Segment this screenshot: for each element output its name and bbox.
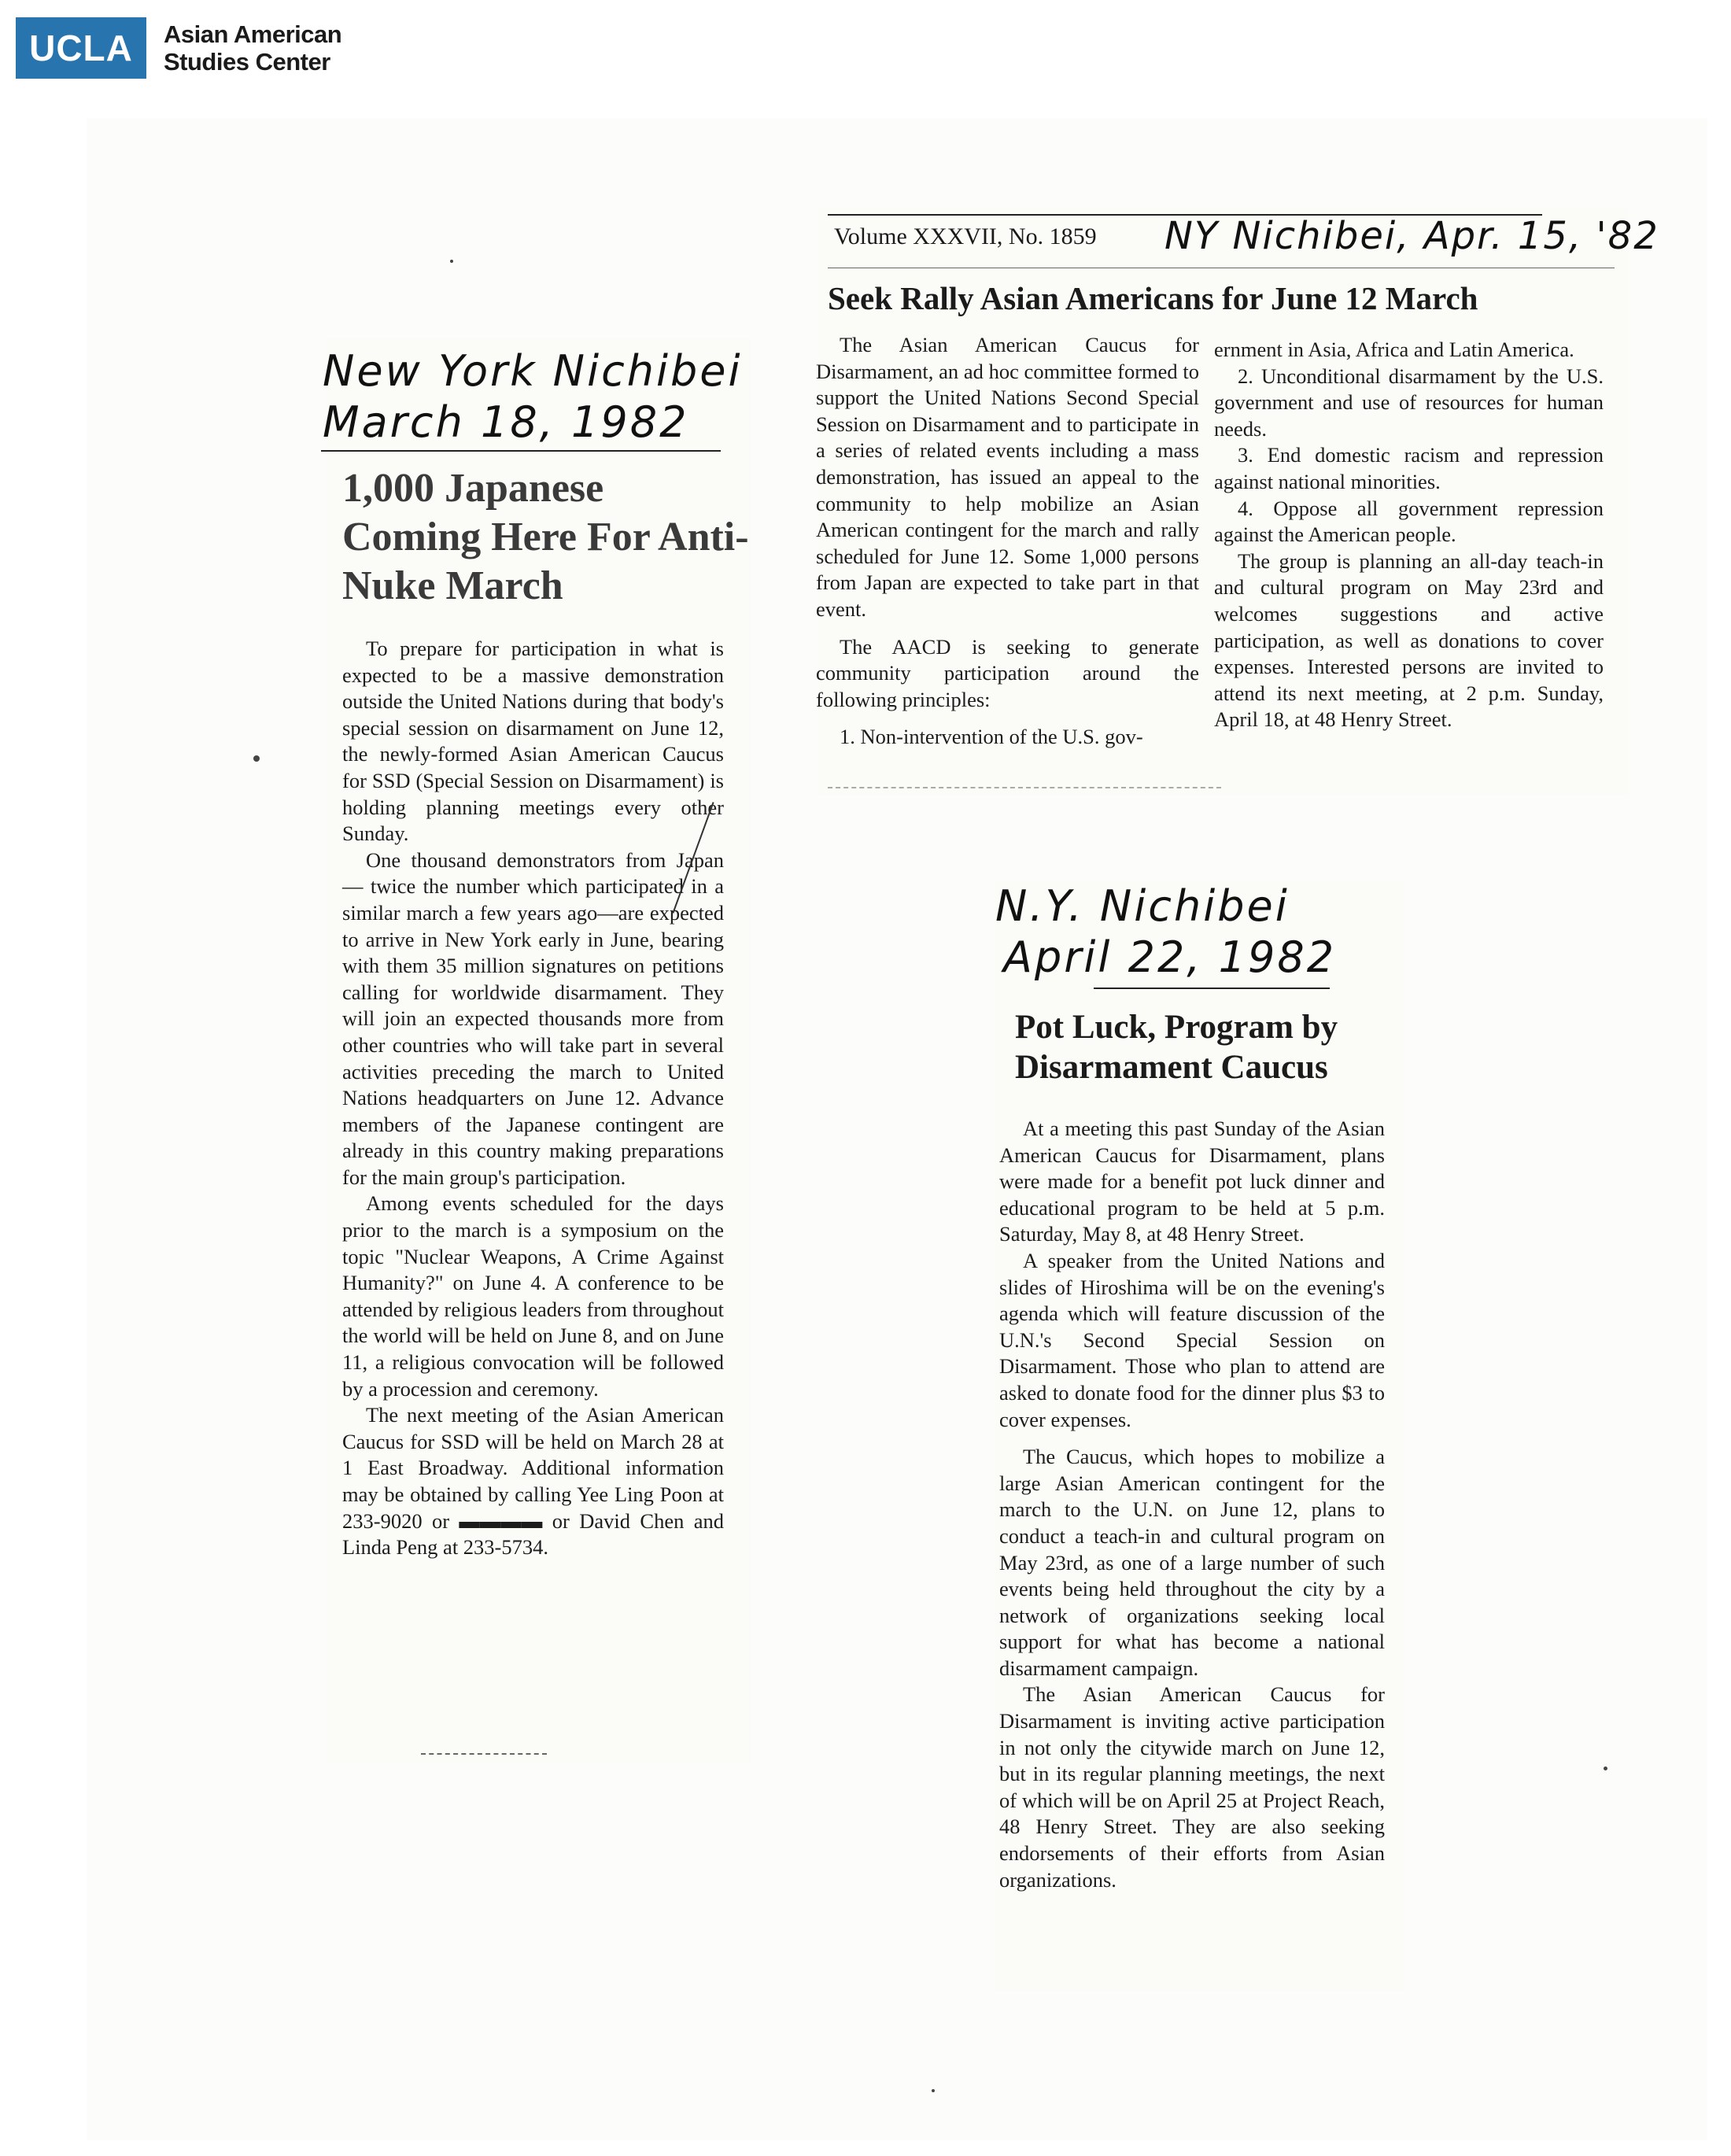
article-body-3: [999, 1116, 1385, 1893]
volume-number: Volume XXXVII, No. 1859: [834, 223, 1097, 249]
article2-left-column: [816, 332, 1199, 751]
handwritten-underline-3: [1094, 988, 1330, 989]
article1-para-1: To prepare for participation in what is expected to be a massive demonstration outside the United Nations during that body's special session on disarmament on June 12, the newly-formed Asian American Caucus for SSD (Special Session on Disarmament) is holding planning meetings every other Sunday.: [342, 637, 724, 846]
ucla-logo-mark: UCLA: [16, 17, 146, 79]
ucla-logo: [16, 17, 341, 79]
center-name-line2: Studies Center: [164, 48, 330, 76]
center-name: [164, 20, 341, 76]
article1-para-2: One thousand demonstrators from Japan — twice the number which participated in a similar march a few years ago—are expected to arrive in New York early in June, bearing with them 35 million signatures on petitions calling for worldwide disarmament. They will join an expected thousands more from other countries who will take part in several activities preceding the march to United Nations headquarters on June 12. Advance members of the Japanese contingent are already in this country making preparations for the main group's participation.: [342, 847, 724, 1189]
handwritten-date-1: March 18, 1982: [323, 397, 689, 447]
handwritten-source-date-2: NY Nichibei, Apr. 15, '82: [1164, 214, 1659, 258]
article2-right-para-3: 3. End domestic racism and repression against national minorities.: [1214, 443, 1604, 493]
article3-para-2: A speaker from the United Nations and slides of Hiroshima will be on the evening's agenda which will feature discussion of the U.N.'s Second Special Session on Disarmament. Those who plan to attend are asked to donate food for the dinner plus $3 to cover expenses.: [999, 1248, 1385, 1431]
article3-para-1: At a meeting this past Sunday of the Asian American Caucus for Disarmament, plans were made for a benefit pot luck dinner and educational program to be held at 5 p.m. Saturday, May 8, at 48 Henry Street.: [999, 1117, 1385, 1246]
article1-para-3: Among events scheduled for the days prior to the march is a symposium on the topic "Nuclear Weapons, A Crime Against Humanity?" on June 4. A conference to be attended by religious leaders from throughout the world will be held on June 8, and on June 11, a religious convocation will be followed by a procession and ceremony.: [342, 1191, 724, 1401]
article2-left-para-3: 1. Non-intervention of the U.S. gov-: [840, 725, 1143, 749]
article2-left-para-1: The Asian American Caucus for Disarmament, an ad hoc committee formed to support the United Nations Second Special Session on Disarmament and to participate in a series of related events including a mass demonstration, has issued an appeal to the community to help mobilize an Asian American contingent for the march and rally scheduled for June 12. Some 1,000 persons from Japan are expected to take part in that event.: [816, 333, 1199, 621]
article2-right-para-2: 2. Unconditional disarmament by the U.S. government and use of resources for human needs.: [1214, 364, 1604, 441]
article-body-1: [342, 636, 724, 1561]
handwritten-source-3: N.Y. Nichibei: [995, 881, 1290, 931]
article3-para-4: The Asian American Caucus for Disarmament is inviting active participation in not only the citywide march on June 12, but in its regular planning meetings, the next of which will be on April 25 at Project Reach, 48 Henry Street. They are also seeking endorsements of their efforts from Asian organizations.: [999, 1682, 1385, 1892]
scan-speck: [1604, 1767, 1607, 1770]
article1-para-4: The next meeting of the Asian American Caucus for SSD will be held on March 28 at 1 East Broadway. Additional information may be obtained by calling Yee Ling Poon at 233-9020 or ▬▬▬▬ or David Chen and Linda Peng at 233-5734.: [342, 1403, 724, 1560]
article2-right-para-5: The group is planning an all-day teach-in and cultural program on May 23rd and welcomes suggestions and active participation, as well as donations to cover expenses. Interested persons are invited to attend its next meeting, at 2 p.m. Sunday, April 18, at 48 Henry Street.: [1214, 548, 1604, 732]
scan-speck: [450, 260, 453, 263]
headline-2: Seek Rally Asian Americans for June 12 March: [828, 280, 1478, 316]
article2-right-para-4: 4. Oppose all government repression against the American people.: [1214, 496, 1604, 547]
scan-speck: [253, 755, 260, 762]
scan-speck: [932, 2089, 935, 2092]
headline-1: 1,000 Japanese Coming Here For Anti-Nuke March: [342, 466, 749, 608]
article2-right-para-1: ernment in Asia, Africa and Latin America.: [1214, 338, 1574, 361]
handwritten-source-1: New York Nichibei: [323, 346, 743, 396]
center-name-line1: Asian American: [164, 20, 342, 48]
handwritten-date-3: April 22, 1982: [1003, 932, 1337, 982]
handwritten-underline-1: [321, 450, 721, 452]
article3-para-3: The Caucus, which hopes to mobilize a large Asian American contingent for the march to the U.N. on June 12, plans to conduct a teach-in and cultural program on May 23rd, as one of a large number of such events being held throughout the city by a network of organizations seeking local support for what has become a national disarmament campaign.: [999, 1445, 1385, 1680]
article2-left-para-2: The AACD is seeking to generate community participation around the following principles:: [816, 634, 1199, 711]
article2-right-column: [1214, 337, 1604, 733]
clipping2-bottom-rule: [828, 787, 1221, 788]
headline-3: Pot Luck, Program by Disarmament Caucus: [1015, 1009, 1338, 1086]
clipping1-end-rule: [421, 1753, 547, 1755]
